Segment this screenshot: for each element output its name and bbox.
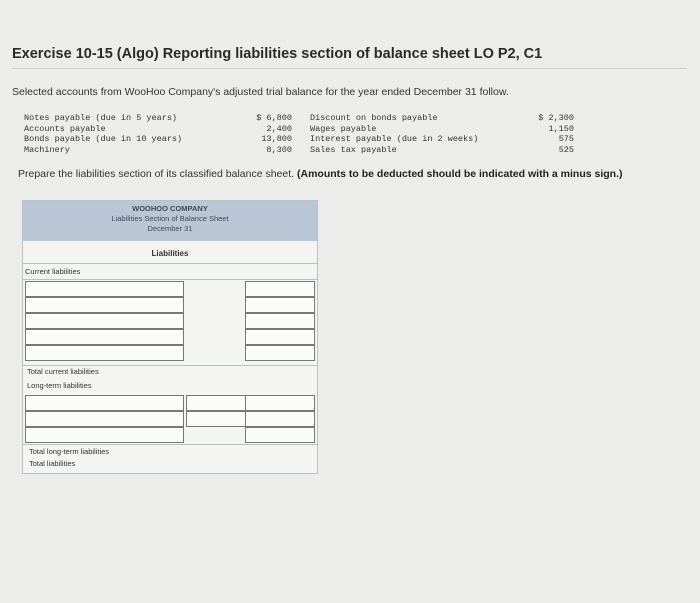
account-amount: 8,300: [266, 144, 292, 155]
current-liability-amount-input[interactable]: [245, 329, 315, 345]
long-term-liability-total-input[interactable]: [245, 395, 315, 411]
account-name: Accounts payable: [24, 123, 106, 134]
current-liabilities-label: Current liabilities: [25, 267, 81, 276]
current-liability-amount-input[interactable]: [245, 281, 315, 297]
long-term-liability-name-input[interactable]: [25, 427, 184, 443]
account-name: Discount on bonds payable: [310, 113, 438, 123]
long-term-liability-amount-input[interactable]: [186, 411, 246, 427]
account-amount: $ 6,800: [256, 113, 292, 123]
current-liability-amount-input[interactable]: [245, 313, 315, 329]
account-name: Sales tax payable: [310, 144, 397, 155]
instruction: [18, 168, 623, 180]
long-term-liability-amount-input[interactable]: [186, 395, 246, 411]
current-liability-name-input[interactable]: [25, 297, 184, 313]
account-amount: 525: [558, 144, 574, 155]
total-liabilities-label: Total liabilities: [29, 459, 76, 468]
section-heading: [23, 241, 317, 264]
sheet-header: [23, 201, 317, 241]
account-amount: 1,150: [548, 123, 574, 134]
accounts-left-amounts: [240, 113, 292, 155]
accounts-left-names: [24, 113, 224, 155]
account-name: Interest payable (due in 2 weeks): [310, 134, 479, 144]
account-amount: 575: [558, 134, 574, 144]
account-amount: $ 2,300: [538, 113, 574, 123]
accounts-right-names: [310, 113, 530, 155]
current-liability-name-input[interactable]: [25, 313, 184, 329]
balance-sheet-form: [22, 200, 318, 474]
row-divider: [23, 279, 317, 280]
account-name: Machinery: [24, 144, 70, 155]
current-liability-name-input[interactable]: [25, 345, 184, 361]
instruction-text: Prepare the liabilities section of its classified balance sheet.: [18, 168, 295, 180]
exercise-title: Exercise 10-15 (Algo) Reporting liabilities section of balance sheet LO P2, C1: [12, 46, 543, 62]
long-term-liability-name-input[interactable]: [25, 411, 184, 427]
long-term-liability-total-input[interactable]: [245, 411, 315, 427]
title-divider: [12, 68, 687, 69]
row-divider: [23, 444, 317, 445]
total-long-term-liabilities-label: Total long-term liabilities: [29, 447, 110, 456]
section-label: Liabilities: [151, 249, 189, 258]
row-divider: [23, 365, 317, 366]
long-term-liability-total-input[interactable]: [245, 427, 315, 443]
account-amount: 2,400: [266, 123, 292, 134]
current-liability-amount-input[interactable]: [245, 345, 315, 361]
accounts-right-amounts: [520, 113, 574, 155]
current-liability-amount-input[interactable]: [245, 297, 315, 313]
long-term-liability-name-input[interactable]: [25, 395, 184, 411]
account-amount: 13,800: [261, 134, 292, 144]
account-name: Bonds payable (due in 10 years): [24, 134, 183, 144]
current-liability-name-input[interactable]: [25, 329, 184, 345]
instruction-note: (Amounts to be deducted should be indicated with a minus sign.): [297, 168, 623, 180]
sheet-subtitle: Liabilities Section of Balance Sheet: [111, 214, 229, 223]
current-liability-name-input[interactable]: [25, 281, 184, 297]
exercise-intro: Selected accounts from WooHoo Company's adjusted trial balance for the year ended December 31 follow.: [12, 86, 509, 98]
long-term-liabilities-label: Long-term liabilities: [27, 381, 92, 390]
company-name: WOOHOO COMPANY: [132, 204, 208, 213]
total-current-liabilities-label: Total current liabilities: [27, 367, 99, 376]
sheet-date: December 31: [147, 224, 193, 233]
account-name: Wages payable: [310, 123, 377, 134]
account-name: Notes payable (due in 5 years): [24, 113, 178, 123]
